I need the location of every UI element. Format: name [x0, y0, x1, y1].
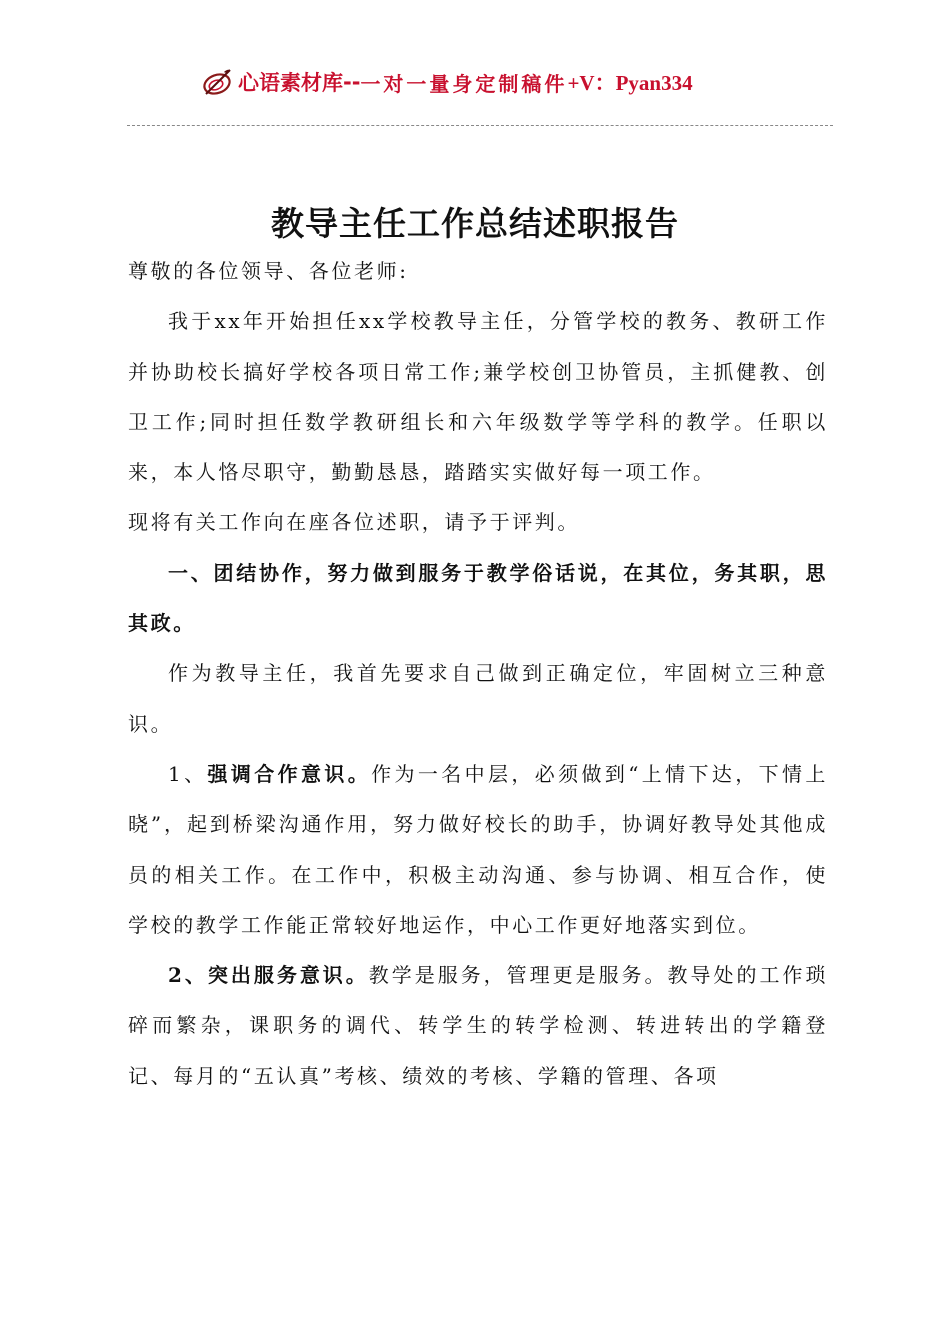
point-label: 突出服务意识。: [207, 963, 369, 988]
point-paragraph: [128, 950, 828, 1101]
quill-swirl-icon: [200, 64, 236, 100]
header-separator: --: [343, 70, 361, 94]
intro-paragraph: 现将有关工作向在座各位述职，请予于评判。: [128, 510, 580, 535]
document-body: [128, 246, 828, 1101]
header-contact: +V：Pyan334: [567, 71, 693, 95]
page-header: [200, 58, 840, 106]
brand-name: 心语素材库: [238, 71, 343, 95]
intro-paragraph: 我于xx年开始担任xx学校教导主任，分管学校的教务、教研工作并协助校长搞好学校各项日常工作;兼学校创卫协管员，主抓健教、创卫工作;同时担任数学教研组长和六年级数学等学科的教学。任职以来，本人恪尽职守，勤勤恳恳，踏踏实实做好每一项工作。: [128, 309, 828, 485]
point-number: 1、: [168, 761, 208, 786]
point-text: 教学是服务，管理更是服务。教导处的工作琐碎而繁杂，课职务的调代、转学生的转学检测、转进转出的学籍登记、每月的“五认真”考核、绩效的考核、学籍的管理、各项: [128, 963, 829, 1088]
point-number: 2、: [168, 963, 208, 988]
section-heading: 一、团结协作，努力做到服务于教学俗话说，在其位，务其职，思其政。: [128, 560, 828, 636]
header-slogan: 一对一量身定制稿件: [360, 71, 568, 96]
point-text: 作为一名中层，必须做到“上情下达，下情上晓”，起到桥梁沟通作用，努力做好校长的助手，协调好教导处其他成员的相关工作。在工作中，积极主动沟通、参与协调、相互合作，使学校的教学工作能正常较好地运作，中心工作更好地落实到位。: [128, 761, 828, 937]
section-intro: 作为教导主任，我首先要求自己做到正确定位，牢固树立三种意识。: [128, 661, 828, 736]
salutation: 尊敬的各位领导、各位老师:: [128, 259, 409, 283]
point-label: 强调合作意识。: [207, 761, 372, 786]
point-paragraph: [128, 749, 828, 950]
header-divider: [127, 125, 833, 126]
document-title: 教导主任工作总结述职报告: [271, 204, 679, 244]
